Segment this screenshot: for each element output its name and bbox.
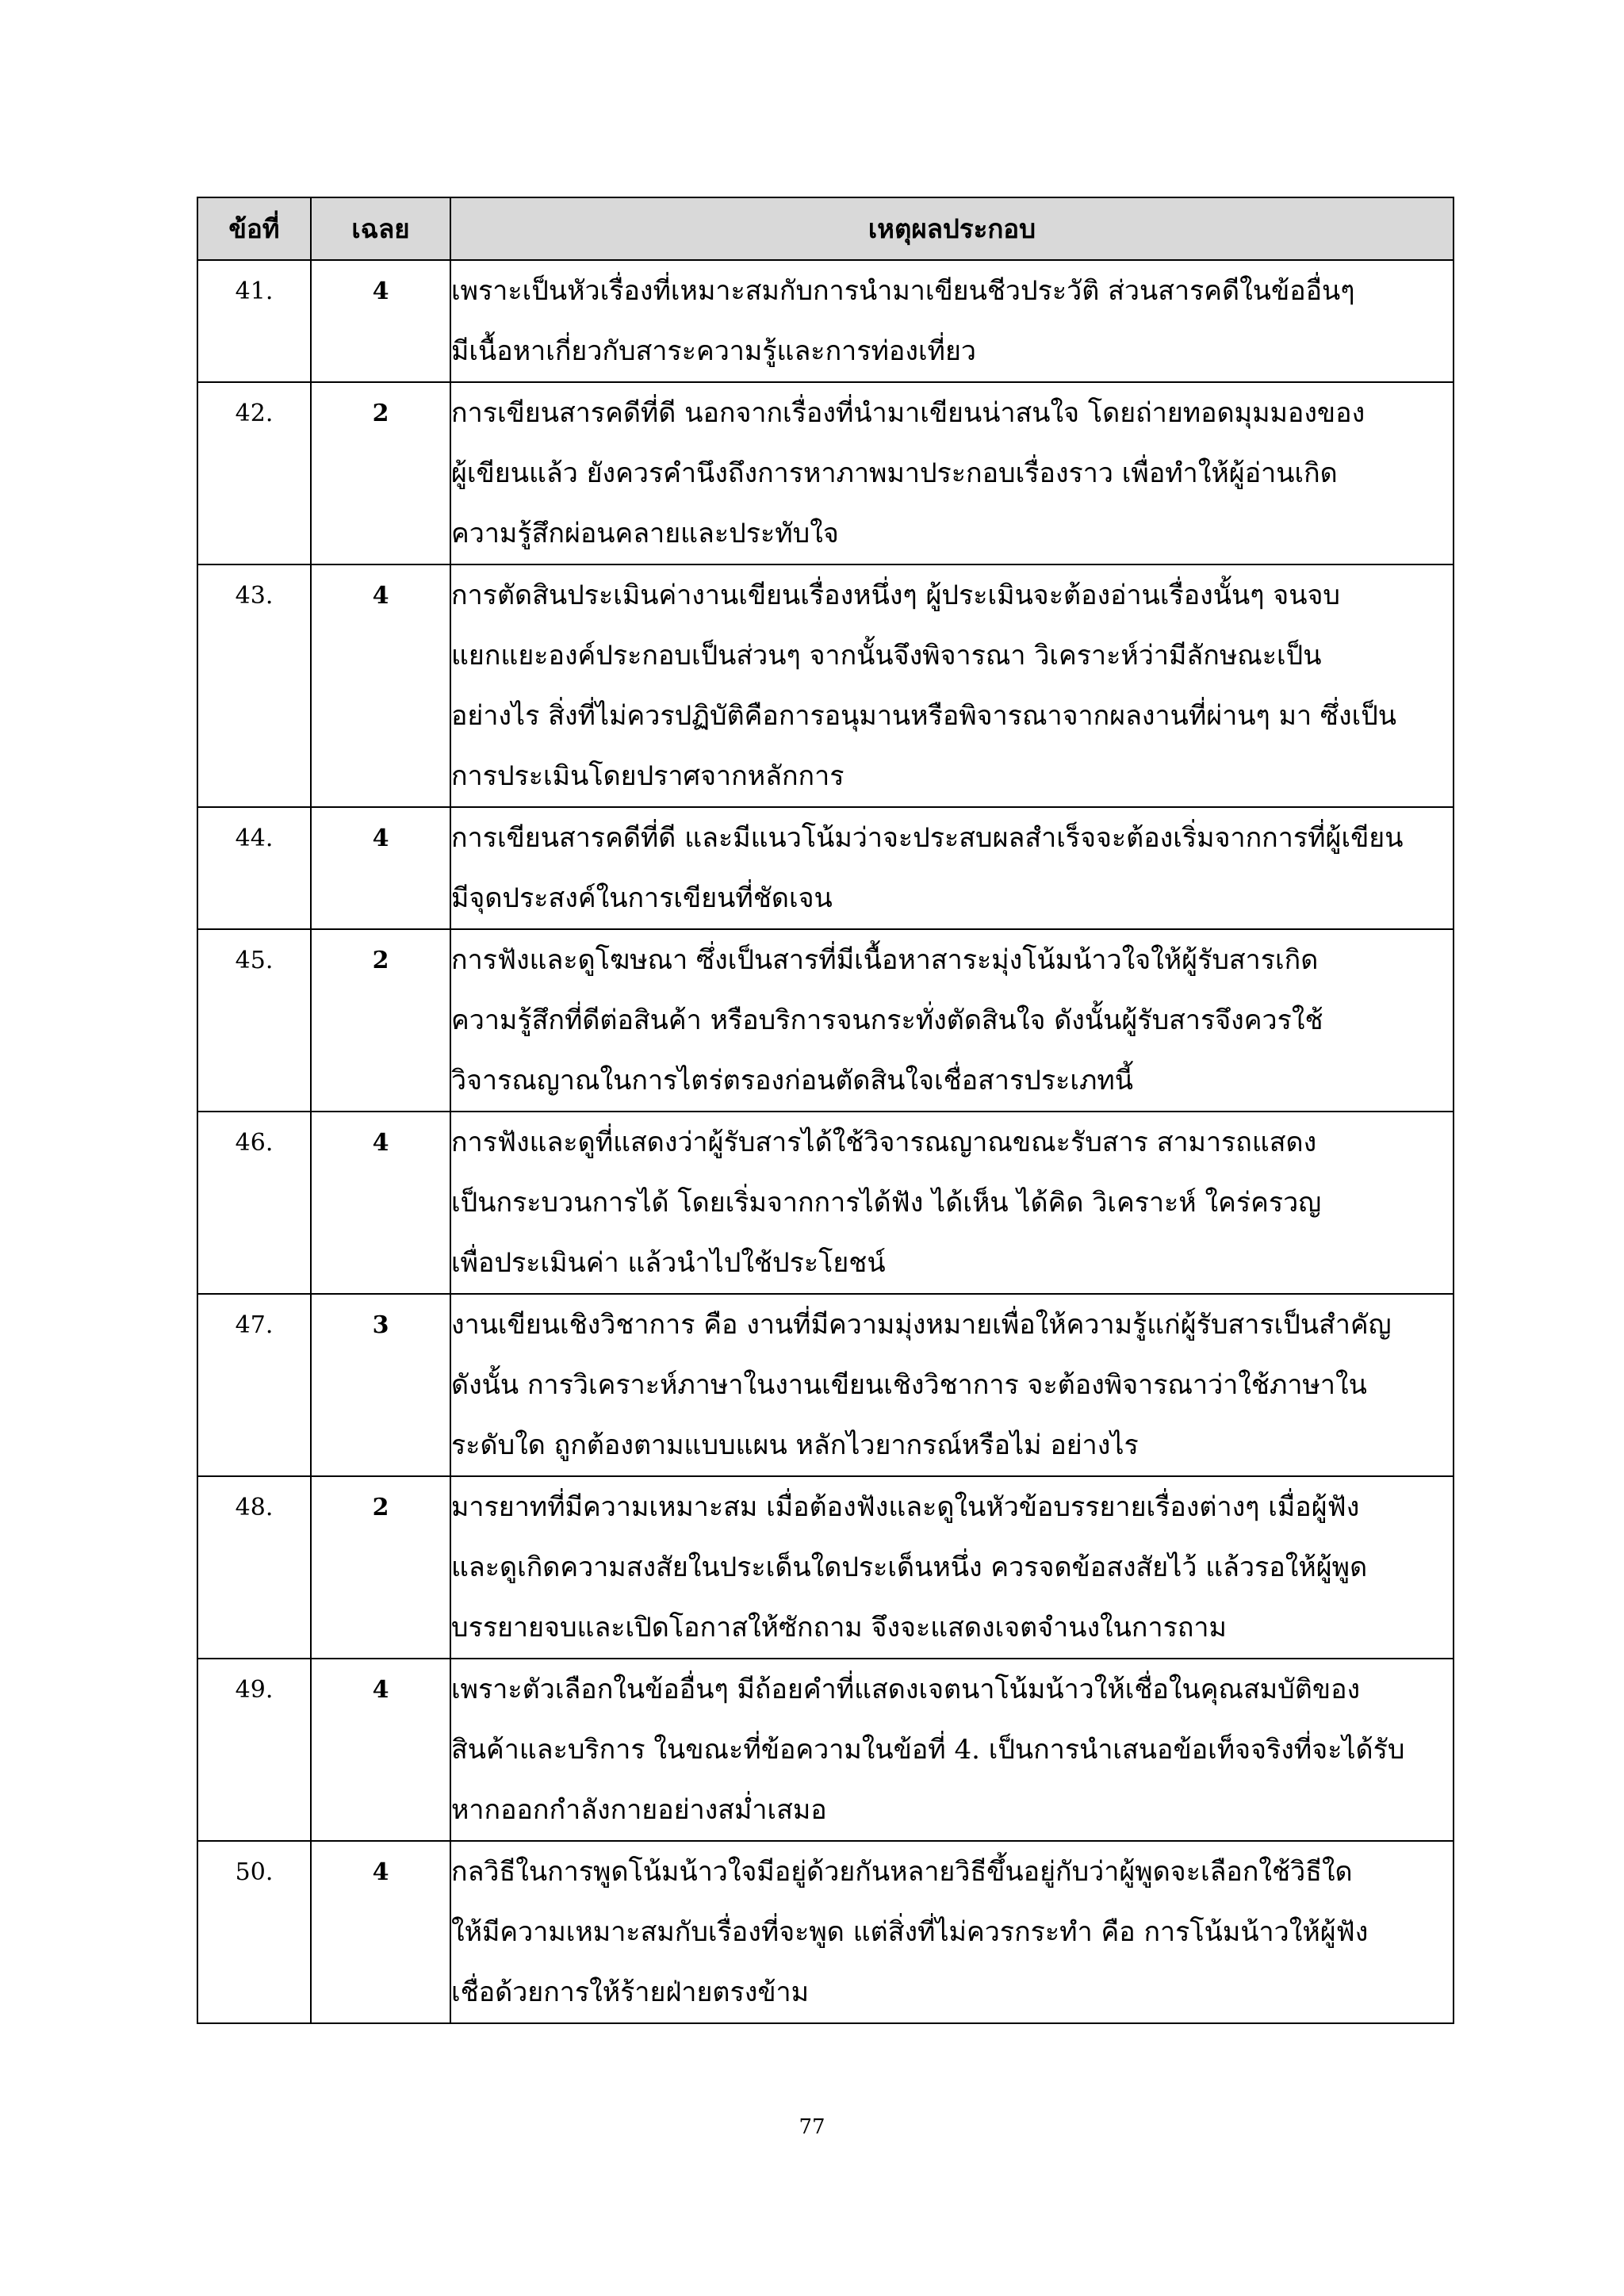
reason-line: ความรู้สึกที่ดีต่อสินค้า หรือบริการจนกระทั่งตัดสินใจ ดังนั้นผู้รับสารจึงควรใช้ xyxy=(451,1004,1323,1036)
table-header xyxy=(197,197,1454,260)
page-number: 77 xyxy=(799,2115,825,2139)
reason-line: หากออกกำลังกายอย่างสม่ำเสมอ xyxy=(451,1794,827,1826)
reason-text xyxy=(450,564,1454,807)
answer-key: 4 xyxy=(311,807,450,929)
reason-line: การฟังและดูที่แสดงว่าผู้รับสารได้ใช้วิจารณญาณขณะรับสาร สามารถแสดง xyxy=(451,1127,1317,1158)
reason-line: มีเนื้อหาเกี่ยวกับสาระความรู้และการท่องเที่ยว xyxy=(451,335,976,367)
answer-key: 2 xyxy=(311,929,450,1112)
reason-line: วิจารณญาณในการไตร่ตรองก่อนตัดสินใจเชื่อสารประเภทนี้ xyxy=(451,1065,1134,1096)
reason-line: การประเมินโดยปราศจากหลักการ xyxy=(451,760,845,792)
answer-key: 4 xyxy=(311,1112,450,1294)
reason-line: มีจุดประสงค์ในการเขียนที่ชัดเจน xyxy=(451,882,833,914)
table-row xyxy=(197,1294,1454,1476)
table-row xyxy=(197,1659,1454,1841)
header-reason: เหตุผลประกอบ xyxy=(450,197,1454,260)
question-number: 45. xyxy=(197,929,311,1112)
reason-line: ความรู้สึกผ่อนคลายและประทับใจ xyxy=(451,518,839,549)
reason-text xyxy=(450,1659,1454,1841)
table-row xyxy=(197,1841,1454,2023)
answer-key: 4 xyxy=(311,564,450,807)
question-number: 43. xyxy=(197,564,311,807)
reason-line: เพราะเป็นหัวเรื่องที่เหมาะสมกับการนำมาเขียนชีวประวัติ ส่วนสารคดีในข้ออื่นๆ xyxy=(451,275,1355,307)
question-number: 49. xyxy=(197,1659,311,1841)
answer-key: 4 xyxy=(311,1841,450,2023)
question-number: 47. xyxy=(197,1294,311,1476)
reason-line: เป็นกระบวนการได้ โดยเริ่มจากการได้ฟัง ได้เห็น ได้คิด วิเคราะห์ ใคร่ครวญ xyxy=(451,1187,1322,1219)
reason-line: ผู้เขียนแล้ว ยังควรคำนึงถึงการหาภาพมาประกอบเรื่องราว เพื่อทำให้ผู้อ่านเกิด xyxy=(451,457,1338,489)
reason-text xyxy=(450,1112,1454,1294)
reason-text xyxy=(450,260,1454,382)
question-number: 46. xyxy=(197,1112,311,1294)
reason-line: กลวิธีในการพูดโน้มน้าวใจมีอยู่ด้วยกันหลายวิธีขึ้นอยู่กับว่าผู้พูดจะเลือกใช้วิธีใด xyxy=(451,1856,1353,1888)
answer-key: 2 xyxy=(311,382,450,564)
header-row xyxy=(197,197,1454,260)
header-number: ข้อที่ xyxy=(197,197,311,260)
reason-line: การตัดสินประเมินค่างานเขียนเรื่องหนึ่งๆ ผู้ประเมินจะต้องอ่านเรื่องนั้นๆ จนจบ xyxy=(451,580,1340,611)
question-number: 42. xyxy=(197,382,311,564)
table-row xyxy=(197,1112,1454,1294)
table-row xyxy=(197,382,1454,564)
table-row xyxy=(197,564,1454,807)
reason-line: ระดับใด ถูกต้องตามแบบแผน หลักไวยากรณ์หรือไม่ อย่างไร xyxy=(451,1429,1139,1461)
reason-line: เพราะตัวเลือกในข้ออื่นๆ มีถ้อยคำที่แสดงเจตนาโน้มน้าวให้เชื่อในคุณสมบัติของ xyxy=(451,1674,1361,1705)
reason-line: และดูเกิดความสงสัยในประเด็นใดประเด็นหนึ่ง ควรจดข้อสงสัยไว้ แล้วรอให้ผู้พูด xyxy=(451,1552,1368,1583)
answer-key: 4 xyxy=(311,1659,450,1841)
reason-text xyxy=(450,1294,1454,1476)
reason-line: การเขียนสารคดีที่ดี นอกจากเรื่องที่นำมาเขียนน่าสนใจ โดยถ่ายทอดมุมมองของ xyxy=(451,397,1365,429)
table-row xyxy=(197,807,1454,929)
reason-line: ดังนั้น การวิเคราะห์ภาษาในงานเขียนเชิงวิชาการ จะต้องพิจารณาว่าใช้ภาษาใน xyxy=(451,1369,1367,1401)
answer-key-table xyxy=(197,197,1454,2024)
reason-line: การฟังและดูโฆษณา ซึ่งเป็นสารที่มีเนื้อหาสาระมุ่งโน้มน้าวใจให้ผู้รับสารเกิด xyxy=(451,944,1319,976)
reason-text xyxy=(450,382,1454,564)
answer-key: 4 xyxy=(311,260,450,382)
reason-line: ให้มีความเหมาะสมกับเรื่องที่จะพูด แต่สิ่งที่ไม่ควรกระทำ คือ การโน้มน้าวให้ผู้ฟัง xyxy=(451,1916,1369,1948)
header-answer: เฉลย xyxy=(311,197,450,260)
question-number: 50. xyxy=(197,1841,311,2023)
table-body xyxy=(197,260,1454,2023)
reason-text xyxy=(450,807,1454,929)
reason-line: การเขียนสารคดีที่ดี และมีแนวโน้มว่าจะประสบผลสำเร็จจะต้องเริ่มจากการที่ผู้เขียน xyxy=(451,822,1404,854)
table-row xyxy=(197,1476,1454,1659)
answer-key: 2 xyxy=(311,1476,450,1659)
reason-line: เพื่อประเมินค่า แล้วนำไปใช้ประโยชน์ xyxy=(451,1247,886,1279)
reason-line: อย่างไร สิ่งที่ไม่ควรปฏิบัติคือการอนุมานหรือพิจารณาจากผลงานที่ผ่านๆ มา ซึ่งเป็น xyxy=(451,700,1397,732)
table-row xyxy=(197,260,1454,382)
reason-line: บรรยายจบและเปิดโอกาสให้ซักถาม จึงจะแสดงเจตจำนงในการถาม xyxy=(451,1612,1227,1644)
question-number: 48. xyxy=(197,1476,311,1659)
reason-line: สินค้าและบริการ ในขณะที่ข้อความในข้อที่ 4. เป็นการนำเสนอข้อเท็จจริงที่จะได้รับ xyxy=(451,1734,1405,1766)
question-number: 44. xyxy=(197,807,311,929)
reason-text xyxy=(450,1476,1454,1659)
reason-line: แยกแยะองค์ประกอบเป็นส่วนๆ จากนั้นจึงพิจารณา วิเคราะห์ว่ามีลักษณะเป็น xyxy=(451,640,1322,672)
reason-line: มารยาทที่มีความเหมาะสม เมื่อต้องฟังและดูในหัวข้อบรรยายเรื่องต่างๆ เมื่อผู้ฟัง xyxy=(451,1491,1360,1523)
answer-key: 3 xyxy=(311,1294,450,1476)
reason-text xyxy=(450,1841,1454,2023)
question-number: 41. xyxy=(197,260,311,382)
reason-line: งานเขียนเชิงวิชาการ คือ งานที่มีความมุ่งหมายเพื่อให้ความรู้แก่ผู้รับสารเป็นสำคัญ xyxy=(451,1309,1392,1341)
reason-line: เชื่อด้วยการให้ร้ายฝ่ายตรงข้าม xyxy=(451,1976,810,2008)
table-row xyxy=(197,929,1454,1112)
reason-text xyxy=(450,929,1454,1112)
